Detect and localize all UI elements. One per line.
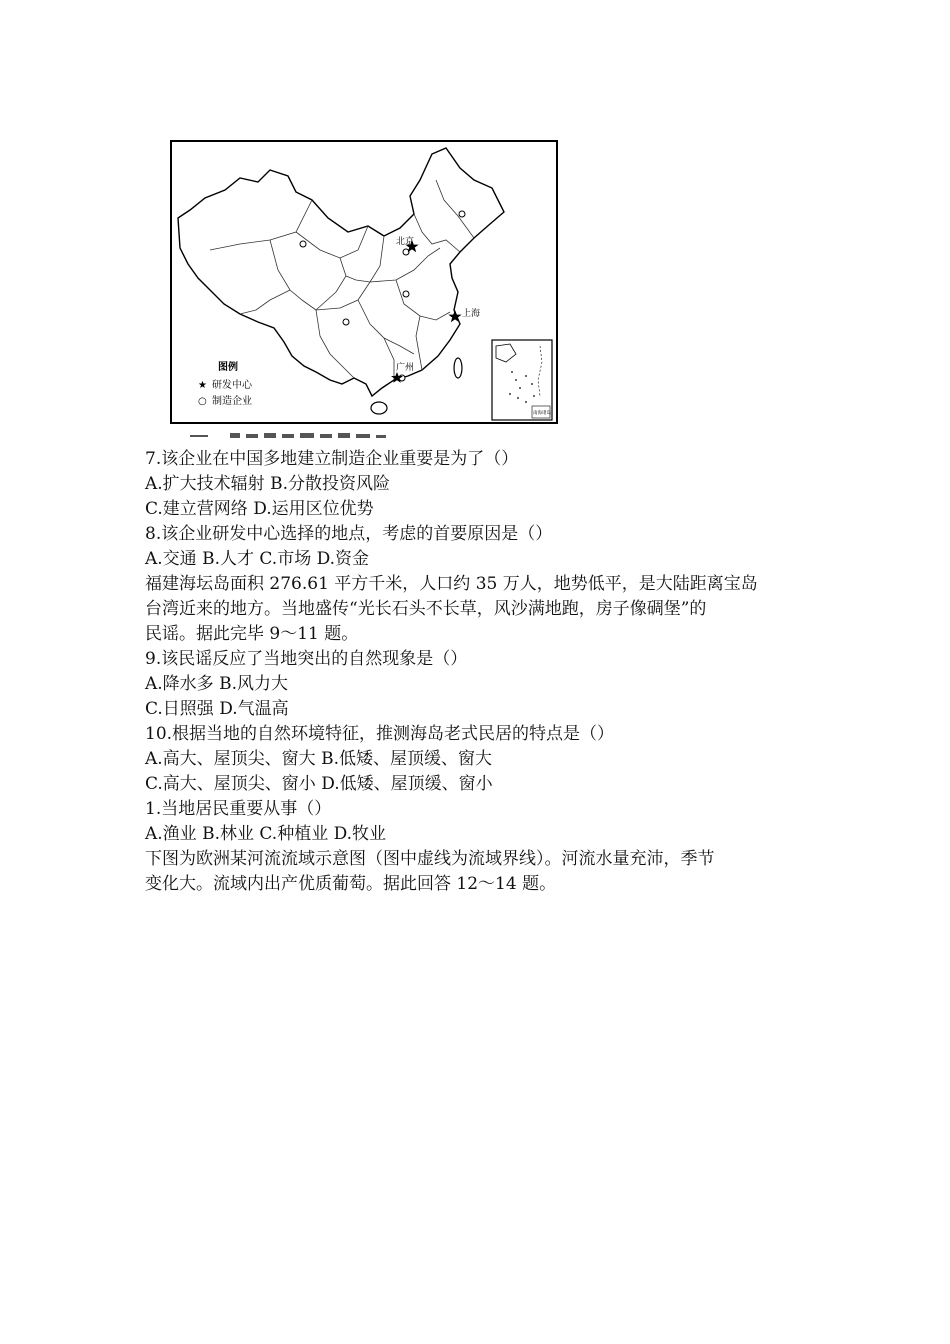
legend-mfg-label: 制造企业 — [212, 396, 252, 407]
question-8-options: A.交通 B.人才 C.市场 D.资金 — [145, 549, 370, 569]
passage-line: 福建海坛岛面积 276.61 平方千米，人口约 35 万人，地势低平，是大陆距离宝岛 — [145, 574, 758, 594]
city-label-beijing: 北京 — [396, 237, 415, 247]
question-9-options-cd: C.日照强 D.气温高 — [145, 699, 289, 719]
passage-line: 民谣。据此完毕 9～11 题。 — [145, 624, 359, 644]
site-marker — [403, 249, 409, 255]
question-11: 1.当地居民重要从事（） — [145, 799, 332, 819]
city-label-guangzhou: 广州 — [396, 363, 415, 373]
passage-line: 变化大。流域内出产优质葡萄。据此回答 12～14 题。 — [145, 874, 557, 894]
site-marker — [343, 319, 349, 325]
question-7-options-ab: A.扩大技术辐射 B.分散投资风险 — [145, 474, 390, 494]
question-10-options-cd: C.高大、屋顶尖、窗小 D.低矮、屋顶缓、窗小 — [145, 774, 493, 794]
site-marker — [459, 211, 465, 217]
passage-line: 台湾近来的地方。当地盛传“光长石头不长草，风沙满地跑，房子像碉堡”的 — [145, 599, 707, 619]
cropped-caption-remnant — [170, 426, 558, 438]
china-map — [170, 140, 558, 424]
legend-mfg-symbol: ○ — [198, 396, 207, 407]
question-text — [145, 447, 810, 897]
site-marker — [403, 291, 409, 297]
site-marker — [300, 241, 306, 247]
south-china-sea-inset — [492, 340, 552, 420]
china-map-figure — [170, 140, 558, 424]
question-7-options-cd: C.建立营网络 D.运用区位优势 — [145, 499, 374, 519]
inset-label: 南海诸岛 — [533, 411, 551, 416]
question-10-options-ab: A.高大、屋顶尖、窗大 B.低矮、屋顶缓、窗大 — [145, 749, 492, 769]
city-label-shanghai: 上海 — [462, 309, 481, 319]
legend-rd-label: 研发中心 — [212, 380, 252, 391]
legend-title: 图例 — [218, 362, 238, 373]
question-11-options: A.渔业 B.林业 C.种植业 D.牧业 — [145, 824, 387, 844]
question-10: 10.根据当地的自然环境特征，推测海岛老式民居的特点是（） — [145, 724, 615, 744]
passage-line: 下图为欧洲某河流流域示意图（图中虚线为流域界线）。河流水量充沛，季节 — [145, 849, 715, 869]
legend-rd-symbol: ★ — [198, 380, 207, 391]
question-9-options-ab: A.降水多 B.风力大 — [145, 674, 288, 694]
question-8: 8.该企业研发中心选择的地点，考虑的首要原因是（） — [145, 524, 553, 544]
question-9: 9.该民谣反应了当地突出的自然现象是（） — [145, 649, 468, 669]
question-7: 7.该企业在中国多地建立制造企业重要是为了（） — [145, 449, 519, 469]
